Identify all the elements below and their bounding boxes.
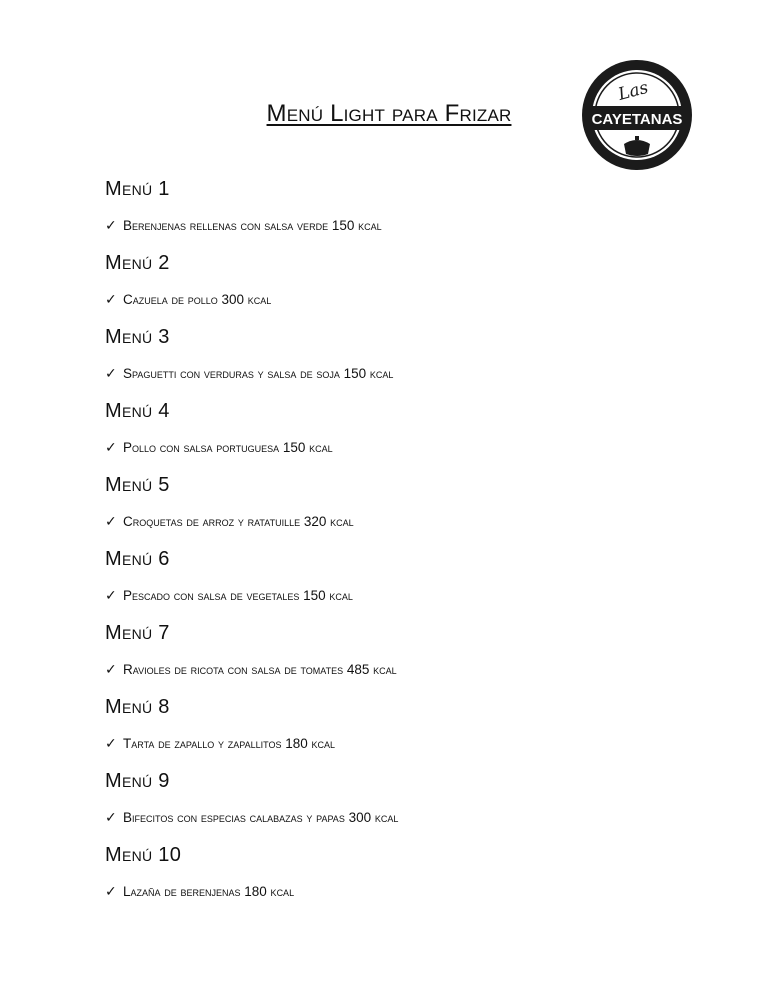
menu-heading: Menú 2 (105, 252, 170, 274)
menu-item-text: Spaguetti con verduras y salsa de soja 150 kcal (123, 366, 394, 381)
menu-item (105, 804, 705, 838)
menu-heading: Menú 5 (105, 474, 170, 496)
menu-section (105, 320, 705, 394)
menu-item-text: Cazuela de pollo 300 kcal (123, 292, 272, 307)
menu-item (105, 360, 705, 394)
menu-item (105, 212, 705, 246)
checkmark-icon: ✓ (105, 365, 117, 381)
menu-list (105, 172, 705, 912)
menu-section (105, 838, 705, 912)
menu-item-text: Bifecitos con especias calabazas y papas 300 kcal (123, 810, 399, 825)
menu-item (105, 656, 705, 690)
menu-item (105, 582, 705, 616)
menu-section (105, 394, 705, 468)
checkmark-icon: ✓ (105, 513, 117, 529)
menu-heading: Menú 3 (105, 326, 170, 348)
menu-item-text: Berenjenas rellenas con salsa verde 150 kcal (123, 218, 382, 233)
menu-item-text: Tarta de zapallo y zapallitos 180 kcal (123, 736, 336, 751)
checkmark-icon: ✓ (105, 883, 117, 899)
menu-item (105, 286, 705, 320)
menu-section (105, 616, 705, 690)
menu-item (105, 434, 705, 468)
menu-heading: Menú 8 (105, 696, 170, 718)
checkmark-icon: ✓ (105, 809, 117, 825)
checkmark-icon: ✓ (105, 439, 117, 455)
menu-item (105, 878, 705, 912)
logo-top-text: Las (616, 77, 651, 105)
menu-item (105, 508, 705, 542)
menu-item-text: Lazaña de berenjenas 180 kcal (123, 884, 295, 899)
menu-heading: Menú 1 (105, 178, 170, 200)
menu-section (105, 172, 705, 246)
menu-section (105, 764, 705, 838)
menu-heading: Menú 4 (105, 400, 170, 422)
menu-item-text: Ravioles de ricota con salsa de tomates 485 kcal (123, 662, 397, 677)
checkmark-icon: ✓ (105, 587, 117, 603)
page-title: Menú Light para Frizar (266, 100, 512, 127)
checkmark-icon: ✓ (105, 735, 117, 751)
las-cayetanas-logo (580, 58, 694, 172)
menu-item (105, 730, 705, 764)
menu-section (105, 468, 705, 542)
menu-heading: Menú 10 (105, 844, 182, 866)
logo-main-text: CAYETANAS (591, 111, 683, 128)
menu-section (105, 690, 705, 764)
checkmark-icon: ✓ (105, 661, 117, 677)
menu-heading: Menú 6 (105, 548, 170, 570)
menu-item-text: Pollo con salsa portuguesa 150 kcal (123, 440, 333, 455)
checkmark-icon: ✓ (105, 291, 117, 307)
menu-item-text: Croquetas de arroz y ratatuille 320 kcal (123, 514, 354, 529)
menu-heading: Menú 9 (105, 770, 170, 792)
menu-heading: Menú 7 (105, 622, 170, 644)
menu-section (105, 246, 705, 320)
checkmark-icon: ✓ (105, 217, 117, 233)
menu-item-text: Pescado con salsa de vegetales 150 kcal (123, 588, 353, 603)
menu-section (105, 542, 705, 616)
